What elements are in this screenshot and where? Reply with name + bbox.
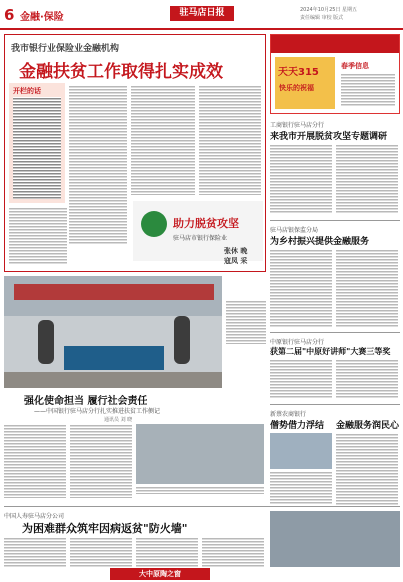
story4-subtitle: ——中国银行驻马店分行扎实推进扶贫工作侧记	[34, 408, 161, 415]
lead-text-col3	[199, 85, 261, 195]
banner-title: 助力脱贫攻坚	[173, 217, 239, 230]
ad-image	[275, 57, 335, 109]
banner-subtitle: 驻马店市银行保险业	[173, 235, 228, 242]
story-icbc	[270, 118, 400, 218]
story7-headline: 为困难群众筑牢因病返贫"防火墙"	[22, 522, 188, 535]
photo-player-right	[174, 316, 190, 364]
story7-text-col1	[4, 537, 66, 567]
story7-text-col2	[70, 537, 132, 567]
author-column: 张休 晚 寇凤 采	[224, 247, 248, 265]
story5-kicker: 中原银行驻马店分行	[270, 339, 325, 346]
table-tennis-photo	[4, 276, 222, 388]
story3-text-col1	[270, 249, 332, 327]
story-boc	[4, 392, 266, 502]
footer-label: 大中原陶之窗	[139, 570, 181, 578]
story5-headline: 获第二届"中原好讲师"大赛三等奖	[270, 347, 391, 356]
story7-text-col3	[136, 537, 198, 567]
story6-text-col2	[336, 433, 398, 505]
ad-subtitle: 快乐的祝福	[279, 84, 314, 92]
paper-logo: 驻马店日报	[170, 6, 234, 21]
story2-headline: 来我市开展脱贫攻坚专题调研	[270, 132, 388, 142]
banner-emblem	[141, 211, 167, 237]
masthead	[0, 0, 403, 30]
story5-text-col1	[270, 359, 332, 399]
photo-caption	[226, 300, 266, 344]
story4-photo-caption	[136, 486, 264, 494]
story3-kicker: 驻马店银保监分局	[270, 227, 319, 234]
story7-kicker: 中国人寿驻马店分公司	[4, 513, 65, 520]
story4-byline: 通讯员 刘 晓	[104, 417, 133, 423]
photo-floor	[4, 372, 222, 388]
lead-kicker: 我市银行业保险业金融机构	[11, 44, 120, 54]
ad-block	[270, 34, 400, 114]
story4-text-col1	[4, 424, 66, 498]
story4-headline: 强化使命担当 履行社会责任	[24, 396, 148, 407]
photo-player-left	[38, 320, 54, 364]
story6-headline-left: 僧势借力浮结	[270, 421, 325, 431]
lead-headline: 金融扶贫工作取得扎实成效	[19, 62, 223, 82]
story5-text-col2	[336, 359, 398, 399]
issue-date: 2024年10月25日 星期五	[300, 7, 358, 13]
section-name: 金融·保险	[20, 12, 64, 23]
story2-text-col2	[336, 144, 398, 214]
lead-text-col2	[131, 85, 195, 195]
story6-text-col1	[270, 471, 332, 505]
story6-kicker: 新蔡农商银行	[270, 411, 307, 418]
photo-banner	[14, 284, 214, 300]
footer-band	[110, 568, 210, 580]
story-chinalife	[4, 506, 400, 568]
story-cbirc	[270, 220, 400, 330]
story2-text-col1	[270, 144, 332, 214]
lead-text-bottom	[9, 207, 67, 265]
photo-table	[64, 346, 164, 370]
story3-headline: 为乡村振兴提供金融服务	[270, 237, 370, 247]
story7-photo	[270, 511, 400, 567]
ad-title: 天天315	[278, 67, 319, 78]
story3-text-col2	[336, 249, 398, 327]
lead-story	[4, 34, 266, 272]
story4-photo	[136, 424, 264, 484]
story6-headline-right: 金融服务润民心	[336, 421, 400, 431]
ad-text	[341, 73, 395, 107]
story4-text-col2	[70, 424, 132, 498]
story2-kicker: 工商银行驻马店分行	[270, 122, 325, 129]
editor-line: 责任编辑 审校 版式	[300, 15, 344, 21]
ad-badge: 春季信息	[341, 62, 369, 70]
story7-text-col4	[202, 537, 264, 567]
lead-text-col1	[69, 85, 127, 245]
story-zyb	[270, 332, 400, 402]
story6-photo	[270, 433, 332, 469]
sidebar-text	[13, 97, 61, 199]
story-xincai	[270, 404, 400, 506]
page-number: 6	[4, 6, 15, 24]
lead-sidebar	[9, 83, 65, 203]
sidebar-title: 开栏的话	[13, 87, 41, 95]
ad-top-band	[271, 35, 399, 53]
